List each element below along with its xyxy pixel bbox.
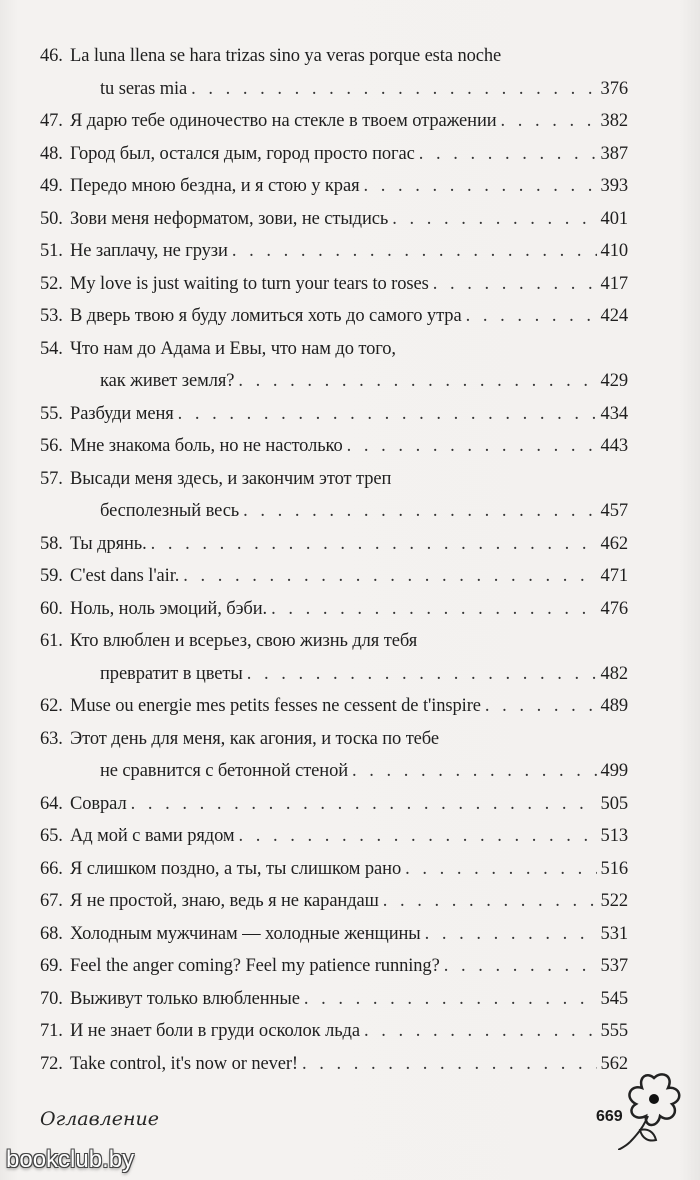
entry-title: Что нам до Адама и Евы, что нам до того, bbox=[70, 338, 396, 359]
toc-entry bbox=[40, 625, 628, 658]
entry-number: 51. bbox=[40, 241, 63, 261]
entry-page-number: 382 bbox=[600, 111, 628, 131]
toc-entry bbox=[40, 723, 628, 756]
dot-leader bbox=[347, 430, 597, 463]
entry-page-number: 393 bbox=[600, 176, 628, 196]
entry-number: 68. bbox=[40, 923, 63, 944]
dot-leader bbox=[425, 918, 597, 951]
entry-number: 72. bbox=[40, 1053, 63, 1074]
entry-title: Не заплачу, не грузи bbox=[70, 241, 228, 261]
entry-title: Я слишком поздно, а ты, ты слишком рано bbox=[70, 858, 402, 879]
dot-leader bbox=[444, 950, 597, 983]
entry-number: 52. bbox=[40, 273, 63, 294]
dot-leader bbox=[302, 1048, 597, 1081]
entry-title: Ад мой с вами рядом bbox=[70, 826, 235, 846]
entry-number: 53. bbox=[40, 306, 63, 326]
entry-page-number: 417 bbox=[600, 273, 628, 294]
dot-leader bbox=[178, 398, 597, 431]
toc-entry bbox=[40, 333, 628, 366]
entry-page-number: 424 bbox=[600, 306, 628, 326]
toc-entry bbox=[40, 268, 628, 301]
entry-page-number: 401 bbox=[600, 208, 628, 229]
dot-leader bbox=[247, 658, 597, 691]
toc-entry bbox=[40, 1015, 628, 1048]
watermark: bookclub.by bbox=[6, 1146, 135, 1173]
entry-page-number: 555 bbox=[600, 1021, 628, 1041]
entry-number: 61. bbox=[40, 631, 63, 651]
toc-entry bbox=[40, 463, 628, 496]
dot-leader bbox=[501, 105, 597, 138]
entry-title: Я дарю тебе одиночество на стекле в твоем отражении bbox=[70, 111, 497, 131]
toc-entry bbox=[40, 885, 628, 918]
entry-page-number: 531 bbox=[600, 923, 628, 944]
entry-page-number: 457 bbox=[600, 501, 628, 521]
entry-title: Ноль, ноль эмоций, бэби. bbox=[70, 598, 268, 619]
entry-number: 67. bbox=[40, 891, 63, 911]
entry-title: C'est dans l'air. bbox=[70, 566, 180, 586]
table-of-contents bbox=[40, 40, 628, 1080]
toc-entry bbox=[40, 950, 628, 983]
entry-title: превратит в цветы bbox=[100, 663, 243, 684]
dot-leader bbox=[191, 73, 596, 106]
entry-title: бесполезный весь bbox=[100, 501, 240, 521]
toc-entry bbox=[40, 593, 628, 626]
dot-leader bbox=[304, 983, 597, 1016]
dot-leader bbox=[239, 820, 597, 853]
entry-page-number: 545 bbox=[600, 988, 628, 1009]
entry-title: И не знает боли в груди осколок льда bbox=[70, 1021, 360, 1041]
entry-number: 62. bbox=[40, 696, 63, 716]
entry-page-number: 387 bbox=[600, 143, 628, 164]
flower-icon bbox=[618, 1068, 690, 1150]
dot-leader bbox=[183, 560, 596, 593]
entry-page-number: 476 bbox=[600, 598, 628, 619]
entry-title: Передо мною бездна, и я стою у края bbox=[70, 176, 360, 196]
entry-title: не сравнится с бетонной стеной bbox=[100, 761, 349, 781]
entry-title: Разбуди меня bbox=[70, 403, 174, 424]
toc-entry bbox=[40, 528, 628, 561]
entry-page-number: 429 bbox=[600, 371, 628, 391]
entry-number: 58. bbox=[40, 533, 63, 554]
entry-page-number: 443 bbox=[600, 436, 628, 456]
entry-number: 57. bbox=[40, 468, 63, 489]
entry-number: 59. bbox=[40, 566, 63, 586]
entry-title: В дверь твою я буду ломиться хоть до самого утра bbox=[70, 306, 462, 326]
toc-entry-continuation bbox=[40, 495, 628, 528]
entry-title: Мне знакома боль, но не настолько bbox=[70, 436, 343, 456]
entry-title: Холодным мужчинам — холодные женщины bbox=[70, 923, 421, 944]
toc-entry bbox=[40, 690, 628, 723]
dot-leader bbox=[466, 300, 597, 333]
entry-title: Этот день для меня, как агония, и тоска по тебе bbox=[70, 728, 439, 749]
dot-leader bbox=[485, 690, 597, 723]
entry-number: 65. bbox=[40, 826, 63, 846]
entry-number: 54. bbox=[40, 338, 63, 359]
toc-entry bbox=[40, 170, 628, 203]
entry-number: 63. bbox=[40, 728, 63, 749]
entry-page-number: 376 bbox=[600, 78, 628, 99]
dot-leader bbox=[243, 495, 596, 528]
toc-entry-continuation bbox=[40, 755, 628, 788]
entry-page-number: 499 bbox=[600, 761, 628, 781]
entry-page-number: 471 bbox=[600, 566, 628, 586]
toc-entry bbox=[40, 1048, 628, 1081]
running-footer-title: Оглавление bbox=[40, 1108, 160, 1130]
entry-number: 50. bbox=[40, 208, 63, 229]
entry-page-number: 516 bbox=[600, 858, 628, 879]
entry-title: Высади меня здесь, и закончим этот треп bbox=[70, 468, 392, 489]
entry-title: Take control, it's now or never! bbox=[70, 1053, 298, 1074]
entry-number: 49. bbox=[40, 176, 63, 196]
entry-page-number: 562 bbox=[600, 1053, 628, 1074]
dot-leader bbox=[419, 138, 597, 171]
entry-title: Город был, остался дым, город просто погас bbox=[70, 143, 415, 164]
entry-title: Я не простой, знаю, ведь я не карандаш bbox=[70, 891, 379, 911]
entry-number: 47. bbox=[40, 111, 63, 131]
entry-title: My love is just waiting to turn your tears to roses bbox=[70, 273, 429, 294]
dot-leader bbox=[363, 170, 596, 203]
entry-title: Зови меня неформатом, зови, не стыдись bbox=[70, 208, 389, 229]
toc-entry bbox=[40, 138, 628, 171]
entry-number: 60. bbox=[40, 598, 63, 619]
toc-entry bbox=[40, 235, 628, 268]
toc-entry bbox=[40, 430, 628, 463]
entry-title: Соврал bbox=[70, 793, 127, 814]
dot-leader bbox=[405, 853, 596, 886]
entry-number: 70. bbox=[40, 988, 63, 1009]
entry-title: как живет земля? bbox=[100, 371, 235, 391]
toc-entry-continuation bbox=[40, 365, 628, 398]
entry-title: Feel the anger coming? Feel my patience running? bbox=[70, 956, 440, 976]
toc-entry bbox=[40, 853, 628, 886]
toc-entry bbox=[40, 788, 628, 821]
toc-entry bbox=[40, 560, 628, 593]
toc-entry bbox=[40, 983, 628, 1016]
dot-leader bbox=[383, 885, 597, 918]
toc-entry bbox=[40, 300, 628, 333]
toc-entry bbox=[40, 203, 628, 236]
entry-number: 48. bbox=[40, 143, 63, 164]
dot-leader bbox=[352, 755, 597, 788]
toc-entry-continuation bbox=[40, 73, 628, 106]
entry-title: Выживут только влюбленные bbox=[70, 988, 300, 1009]
entry-number: 64. bbox=[40, 793, 63, 814]
dot-leader bbox=[392, 203, 596, 236]
entry-page-number: 522 bbox=[600, 891, 628, 911]
toc-entry bbox=[40, 40, 628, 73]
dot-leader bbox=[232, 235, 597, 268]
page-number: 669 bbox=[596, 1108, 623, 1125]
dot-leader bbox=[151, 528, 597, 561]
dot-leader bbox=[131, 788, 597, 821]
dot-leader bbox=[238, 365, 596, 398]
entry-page-number: 462 bbox=[600, 533, 628, 554]
entry-number: 46. bbox=[40, 46, 63, 66]
entry-page-number: 482 bbox=[600, 663, 628, 684]
entry-title: Кто влюблен и всерьез, свою жизнь для тебя bbox=[70, 631, 418, 651]
entry-number: 56. bbox=[40, 436, 63, 456]
entry-title: La luna llena se hara trizas sino ya veras porque esta noche bbox=[70, 46, 502, 66]
entry-page-number: 489 bbox=[600, 696, 628, 716]
entry-number: 66. bbox=[40, 858, 63, 879]
toc-entry bbox=[40, 918, 628, 951]
toc-entry bbox=[40, 820, 628, 853]
dot-leader bbox=[271, 593, 596, 626]
entry-title: Muse ou energie mes petits fesses ne cessent de t'inspire bbox=[70, 696, 481, 716]
entry-title: Ты дрянь. bbox=[70, 533, 147, 554]
dot-leader bbox=[364, 1015, 597, 1048]
entry-number: 69. bbox=[40, 956, 63, 976]
entry-page-number: 410 bbox=[600, 241, 628, 261]
entry-number: 71. bbox=[40, 1021, 63, 1041]
toc-entry-continuation bbox=[40, 658, 628, 691]
entry-page-number: 434 bbox=[600, 403, 628, 424]
entry-page-number: 505 bbox=[600, 793, 628, 814]
entry-number: 55. bbox=[40, 403, 63, 424]
entry-page-number: 513 bbox=[600, 826, 628, 846]
entry-title: tu seras mia bbox=[100, 78, 188, 99]
entry-page-number: 537 bbox=[600, 956, 628, 976]
toc-entry bbox=[40, 398, 628, 431]
toc-entry bbox=[40, 105, 628, 138]
dot-leader bbox=[433, 268, 597, 301]
